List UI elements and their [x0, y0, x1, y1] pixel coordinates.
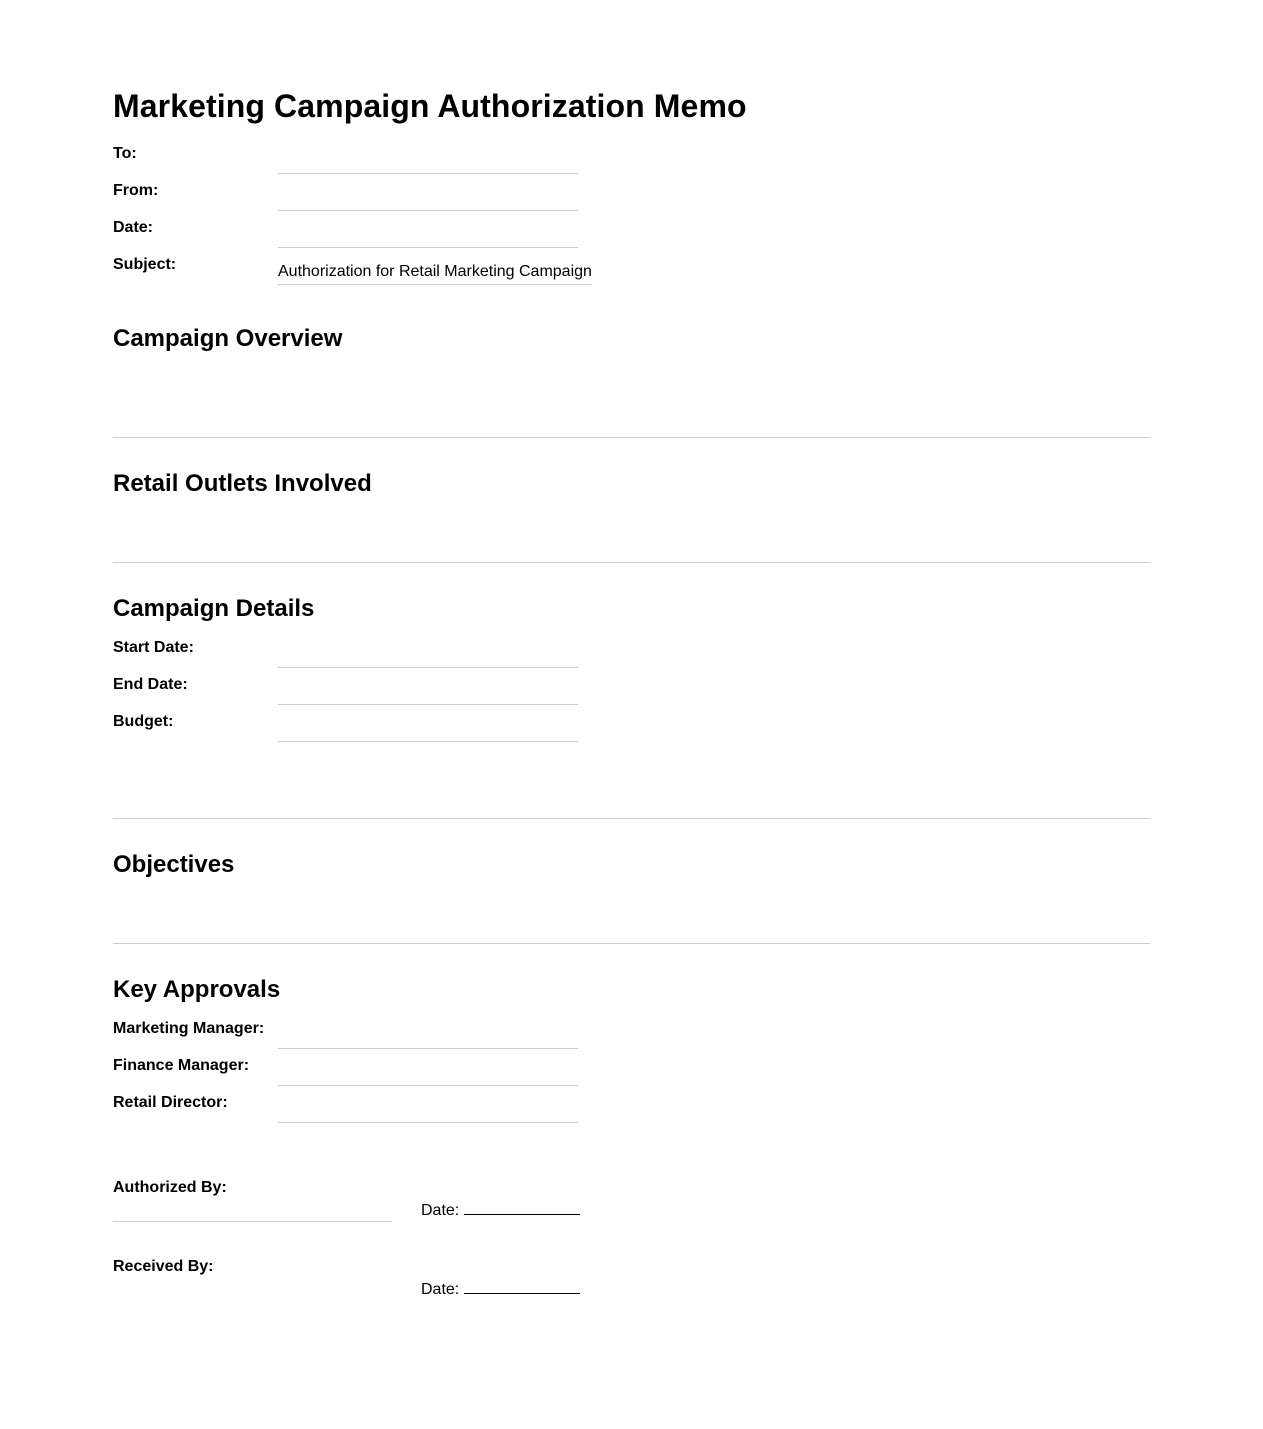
subject-field[interactable]: Authorization for Retail Marketing Campaign [278, 260, 592, 285]
start-date-field[interactable] [278, 643, 578, 668]
to-label: To: [113, 145, 137, 162]
subject-row [113, 256, 713, 293]
received-date-label: Date: [421, 1281, 460, 1298]
finance-manager-label: Finance Manager: [113, 1057, 250, 1074]
authorized-date-label: Date: [421, 1202, 460, 1219]
authorized-by-signature-line[interactable] [113, 1221, 392, 1222]
marketing-manager-label: Marketing Manager: [113, 1020, 265, 1037]
section-divider [113, 437, 1150, 438]
retail-director-row [113, 1094, 713, 1131]
from-label: From: [113, 182, 159, 199]
marketing-manager-row [113, 1020, 713, 1057]
to-field[interactable] [278, 149, 578, 174]
received-date-blank[interactable] [464, 1279, 580, 1294]
budget-label: Budget: [113, 713, 174, 730]
date-field[interactable] [278, 223, 578, 248]
subject-label: Subject: [113, 256, 177, 273]
start-date-row [113, 639, 713, 676]
budget-row [113, 713, 713, 750]
authorized-by-label: Authorized By: [113, 1179, 227, 1196]
finance-manager-row [113, 1057, 713, 1094]
page-title: Marketing Campaign Authorization Memo [113, 88, 747, 124]
retail-director-label: Retail Director: [113, 1094, 228, 1111]
to-row [113, 145, 713, 182]
end-date-label: End Date: [113, 676, 188, 693]
authorized-date [421, 1200, 580, 1220]
section-heading-campaign-details: Campaign Details [113, 595, 315, 622]
section-heading-objectives: Objectives [113, 851, 235, 878]
end-date-row [113, 676, 713, 713]
received-date [421, 1279, 580, 1299]
date-row [113, 219, 713, 256]
date-label: Date: [113, 219, 154, 236]
end-date-field[interactable] [278, 680, 578, 705]
budget-field[interactable] [278, 717, 578, 742]
marketing-manager-field[interactable] [278, 1024, 578, 1049]
section-heading-campaign-overview: Campaign Overview [113, 325, 343, 352]
section-heading-retail-outlets: Retail Outlets Involved [113, 470, 372, 497]
section-divider [113, 943, 1150, 944]
section-divider [113, 562, 1150, 563]
start-date-label: Start Date: [113, 639, 194, 656]
from-field[interactable] [278, 186, 578, 211]
finance-manager-field[interactable] [278, 1061, 578, 1086]
authorized-date-blank[interactable] [464, 1200, 580, 1215]
section-divider [113, 818, 1150, 819]
from-row [113, 182, 713, 219]
received-by-label: Received By: [113, 1258, 214, 1275]
section-heading-key-approvals: Key Approvals [113, 976, 281, 1003]
retail-director-field[interactable] [278, 1098, 578, 1123]
